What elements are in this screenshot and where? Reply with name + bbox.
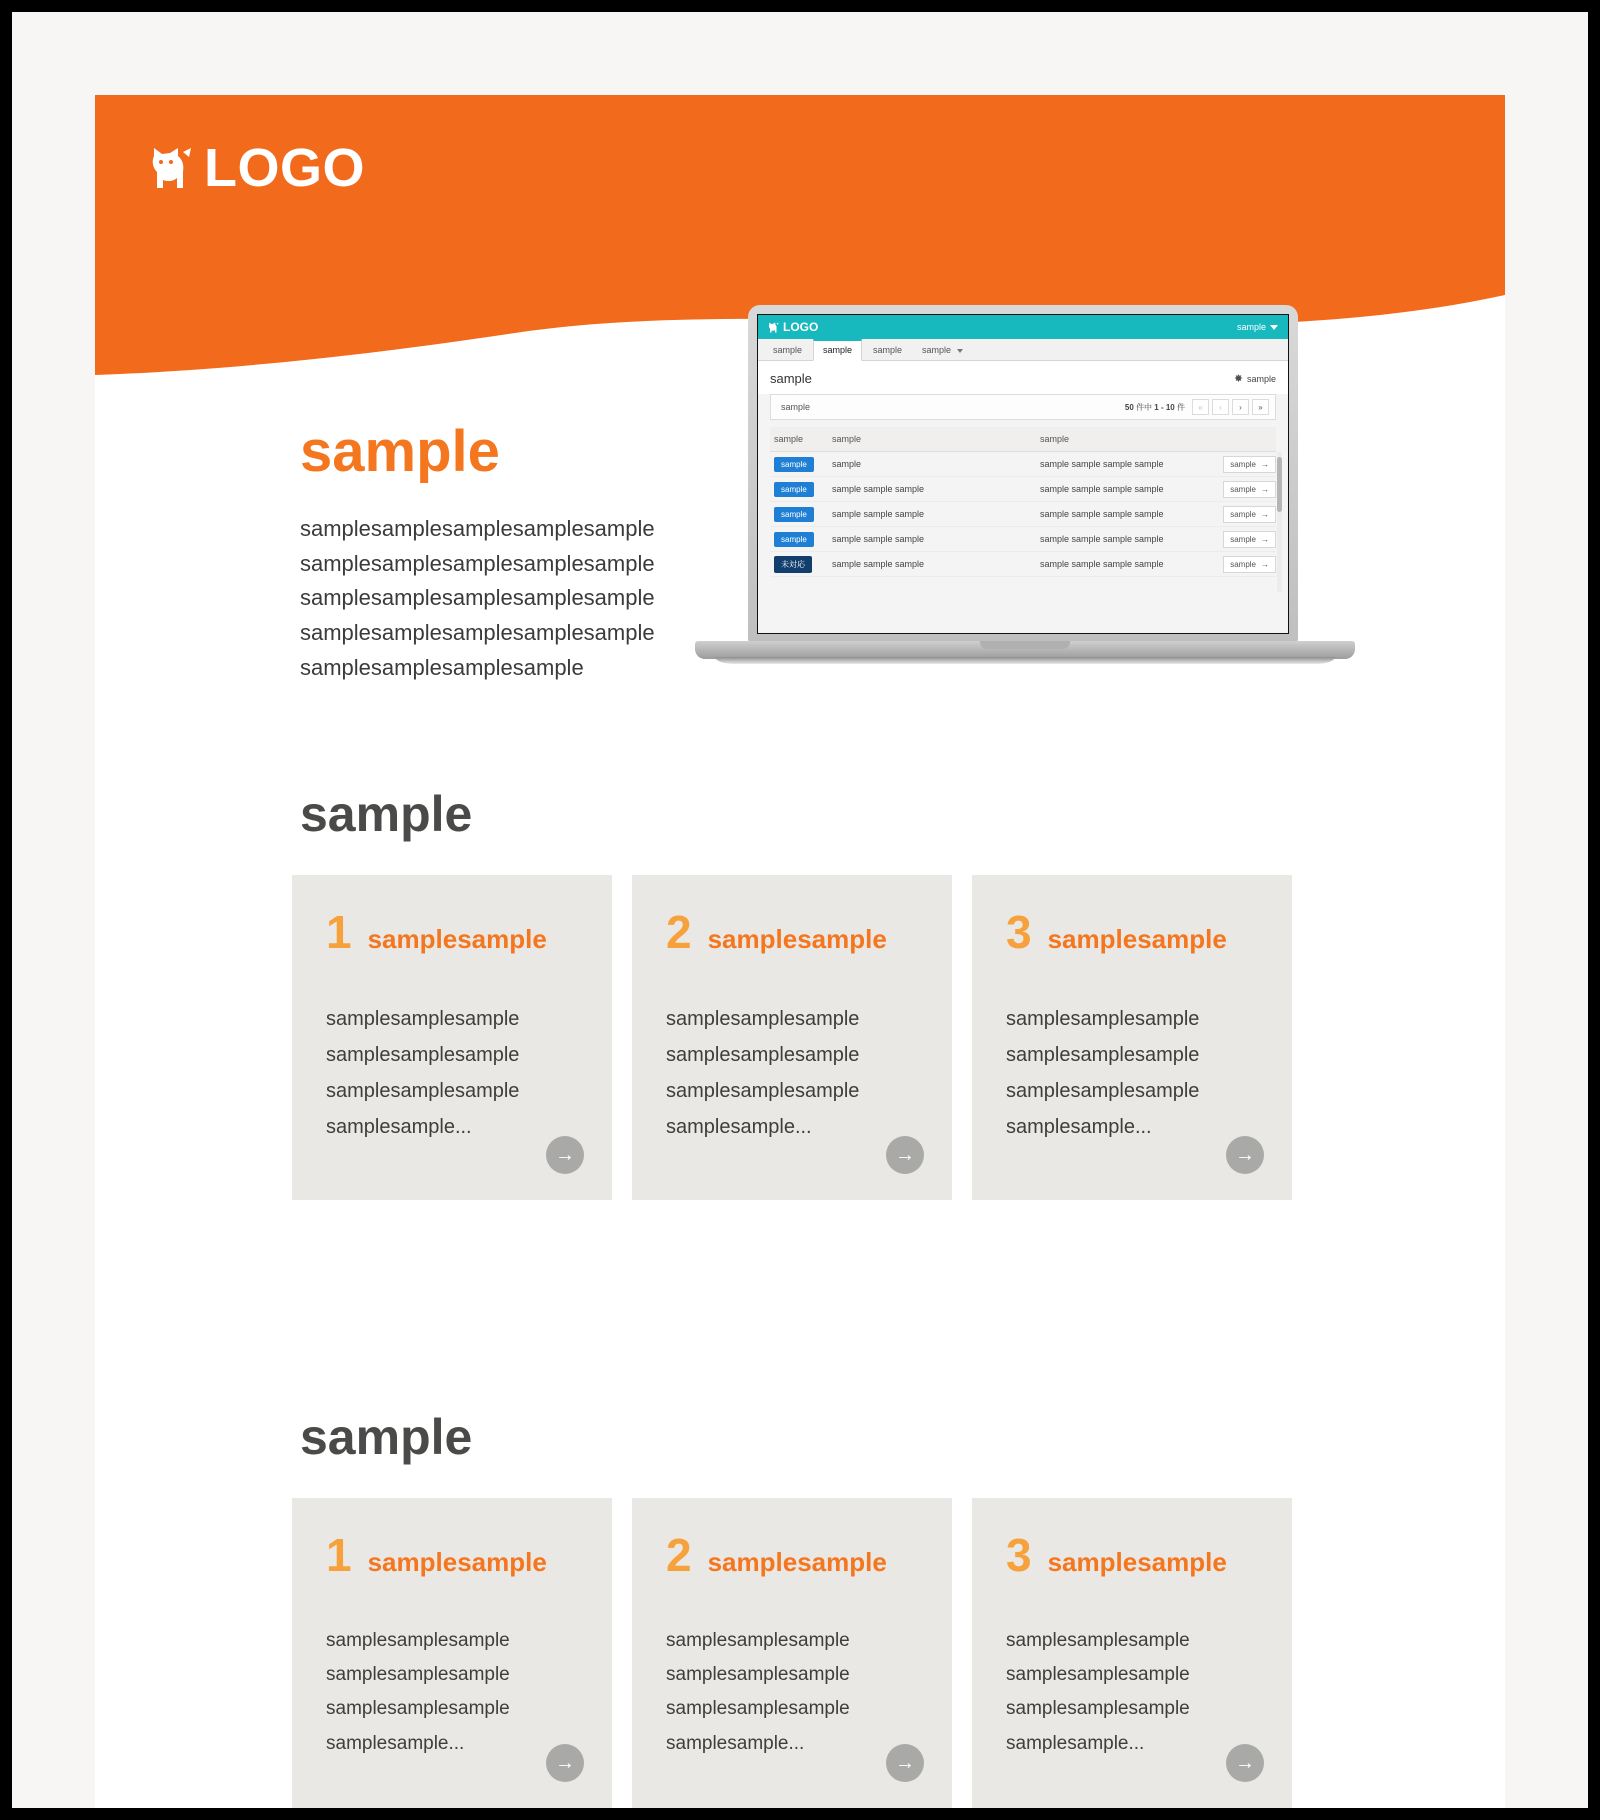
card-title: samplesample <box>1047 1547 1227 1577</box>
section-two <box>95 1408 1505 1808</box>
card-header <box>666 906 918 958</box>
feature-card[interactable] <box>972 1498 1292 1808</box>
row-action-label: sample <box>1230 559 1256 569</box>
feature-card[interactable] <box>292 875 612 1200</box>
table-row[interactable] <box>770 502 1276 527</box>
app-tab-3[interactable] <box>864 341 911 360</box>
row-action-label: sample <box>1230 534 1256 544</box>
row-name-cell: sample sample sample <box>832 509 925 519</box>
arrow-right-icon[interactable]: → <box>1226 1744 1264 1782</box>
pagination-summary <box>1125 402 1185 413</box>
card-title: samplesample <box>707 924 887 954</box>
card-header <box>1006 1529 1258 1581</box>
laptop-mockup <box>695 305 1355 680</box>
app-tabbar <box>758 339 1288 361</box>
row-action-button[interactable] <box>1223 506 1276 523</box>
table-row[interactable] <box>770 452 1276 477</box>
section-two-cards <box>292 1498 1505 1808</box>
site-logo[interactable] <box>150 138 365 198</box>
row-action-button[interactable] <box>1223 456 1276 473</box>
row-detail-cell: sample sample sample sample <box>1040 559 1164 569</box>
pagination-first-button[interactable]: « <box>1192 399 1209 415</box>
arrow-right-icon: → <box>1261 459 1269 469</box>
app-account-menu[interactable] <box>1237 322 1278 332</box>
app-account-label: sample <box>1236 322 1266 332</box>
row-detail-cell: sample sample sample sample <box>1040 509 1164 519</box>
card-header <box>326 906 578 958</box>
app-page-title: sample <box>770 371 812 386</box>
row-action-cell <box>1210 506 1276 523</box>
app-tab-label: sample <box>823 345 853 355</box>
app-search-toolbar <box>770 394 1276 420</box>
feature-card[interactable] <box>632 1498 952 1808</box>
card-body: samplesamplesample samplesamplesample samplesamplesample samplesample... <box>326 1008 520 1138</box>
cat-icon <box>768 322 779 333</box>
screenshot-frame <box>12 12 1588 1808</box>
status-badge: sample <box>774 482 814 497</box>
card-header <box>1006 906 1258 958</box>
arrow-right-icon: → <box>1261 534 1269 544</box>
row-name-cell: sample sample sample <box>832 484 925 494</box>
gear-icon <box>1234 374 1243 383</box>
pagination-total: 50 <box>1124 402 1134 412</box>
section-two-title: sample <box>300 1409 473 1465</box>
feature-card[interactable] <box>972 875 1292 1200</box>
table-row[interactable] <box>770 477 1276 502</box>
table-header-row <box>770 427 1276 452</box>
row-status-cell <box>770 507 832 522</box>
row-action-button[interactable] <box>1223 556 1276 573</box>
card-title: samplesample <box>1047 924 1227 954</box>
feature-card[interactable] <box>632 875 952 1200</box>
table-row[interactable] <box>770 552 1276 577</box>
row-status-cell <box>770 556 832 573</box>
hero-text-block <box>300 420 720 686</box>
arrow-right-icon[interactable]: → <box>546 1136 584 1174</box>
row-action-cell <box>1210 456 1276 473</box>
arrow-right-icon[interactable]: → <box>546 1744 584 1782</box>
app-logo[interactable] <box>768 320 818 334</box>
app-tab-label: sample <box>873 345 903 355</box>
table-header-cell-1: sample <box>774 434 804 444</box>
app-logo-text: LOGO <box>783 320 819 334</box>
pagination-mid: 件中 <box>1136 402 1153 412</box>
table-row[interactable] <box>770 527 1276 552</box>
row-detail-cell: sample sample sample sample <box>1040 459 1164 469</box>
card-number: 1 <box>326 906 352 958</box>
pagination-next-button[interactable]: › <box>1232 399 1249 415</box>
card-body: samplesamplesample samplesamplesample samplesamplesample samplesample... <box>1006 1630 1190 1754</box>
app-settings-label: sample <box>1246 373 1276 384</box>
row-action-label: sample <box>1230 459 1256 469</box>
arrow-right-icon[interactable]: → <box>886 1136 924 1174</box>
section-one-title: sample <box>300 786 473 842</box>
row-status-cell <box>770 457 832 472</box>
card-number: 3 <box>1006 906 1032 958</box>
table-header-cell-3: sample <box>1040 434 1070 444</box>
laptop-foot <box>715 657 1335 664</box>
status-badge: sample <box>774 457 814 472</box>
row-detail-cell: sample sample sample sample <box>1040 534 1164 544</box>
hero-description: samplesamplesamplesamplesample samplesamplesamplesamplesample samplesamplesamplesamplesample samplesamplesamplesamplesample samplesamplesamplesample <box>300 515 655 680</box>
arrow-right-icon[interactable]: → <box>1226 1136 1264 1174</box>
status-badge: sample <box>774 532 814 547</box>
laptop-notch <box>980 641 1070 649</box>
row-name-cell: sample sample sample <box>832 534 925 544</box>
card-header <box>666 1529 918 1581</box>
landing-page <box>95 95 1505 1808</box>
row-name-cell: sample <box>832 459 862 469</box>
app-tab-label: sample <box>922 345 952 355</box>
pagination-range: 1 - 10 <box>1154 402 1175 412</box>
table-scrollbar-thumb[interactable] <box>1277 457 1282 512</box>
card-title: samplesample <box>707 1547 887 1577</box>
row-action-cell <box>1210 531 1276 548</box>
row-action-button[interactable] <box>1223 481 1276 498</box>
chevron-down-icon <box>1270 325 1278 330</box>
row-action-cell <box>1210 481 1276 498</box>
app-tab-1[interactable] <box>764 341 811 360</box>
card-header <box>326 1529 578 1581</box>
pagination-suffix: 件 <box>1177 402 1185 412</box>
table-header-cell-2: sample <box>832 434 862 444</box>
arrow-right-icon: → <box>1261 484 1269 494</box>
arrow-right-icon: → <box>1261 509 1269 519</box>
card-body: samplesamplesample samplesamplesample samplesamplesample samplesample... <box>666 1008 860 1138</box>
status-badge: sample <box>774 507 814 522</box>
search-input[interactable]: sample <box>781 402 811 412</box>
status-badge: 未対応 <box>774 556 812 573</box>
pagination <box>1125 399 1269 415</box>
arrow-right-icon: → <box>1261 559 1269 569</box>
app-settings-link[interactable] <box>1234 374 1276 384</box>
card-number: 2 <box>666 1529 692 1581</box>
logo-text: LOGO <box>204 138 365 198</box>
section-one-cards <box>292 875 1505 1200</box>
feature-card[interactable] <box>292 1498 612 1808</box>
card-body: samplesamplesample samplesamplesample samplesamplesample samplesample... <box>666 1630 850 1754</box>
row-action-label: sample <box>1230 484 1256 494</box>
row-action-cell <box>1210 556 1276 573</box>
laptop-screen <box>757 314 1289 634</box>
hero-title: sample <box>300 419 500 484</box>
app-page-header <box>758 361 1288 394</box>
arrow-right-icon[interactable]: → <box>886 1744 924 1782</box>
app-data-table <box>770 427 1276 577</box>
card-body: samplesamplesample samplesamplesample samplesamplesample samplesample... <box>1006 1008 1200 1138</box>
chevron-down-icon <box>957 349 963 353</box>
app-tab-label: sample <box>773 345 803 355</box>
row-action-label: sample <box>1230 509 1256 519</box>
row-name-cell: sample sample sample <box>832 559 925 569</box>
app-tab-4-dropdown[interactable] <box>913 341 972 360</box>
card-number: 2 <box>666 906 692 958</box>
app-tab-2-active[interactable] <box>813 339 862 361</box>
card-title: samplesample <box>367 924 547 954</box>
pagination-prev-button[interactable]: ‹ <box>1212 399 1229 415</box>
cat-icon <box>150 146 192 190</box>
card-title: samplesample <box>367 1547 547 1577</box>
card-number: 1 <box>326 1529 352 1581</box>
row-status-cell <box>770 532 832 547</box>
card-number: 3 <box>1006 1529 1032 1581</box>
row-action-button[interactable] <box>1223 531 1276 548</box>
row-status-cell <box>770 482 832 497</box>
laptop-lid <box>748 305 1298 643</box>
section-one <box>95 785 1505 1200</box>
pagination-last-button[interactable]: » <box>1252 399 1269 415</box>
card-body: samplesamplesample samplesamplesample samplesamplesample samplesample... <box>326 1630 510 1754</box>
row-detail-cell: sample sample sample sample <box>1040 484 1164 494</box>
app-topbar <box>758 315 1288 339</box>
